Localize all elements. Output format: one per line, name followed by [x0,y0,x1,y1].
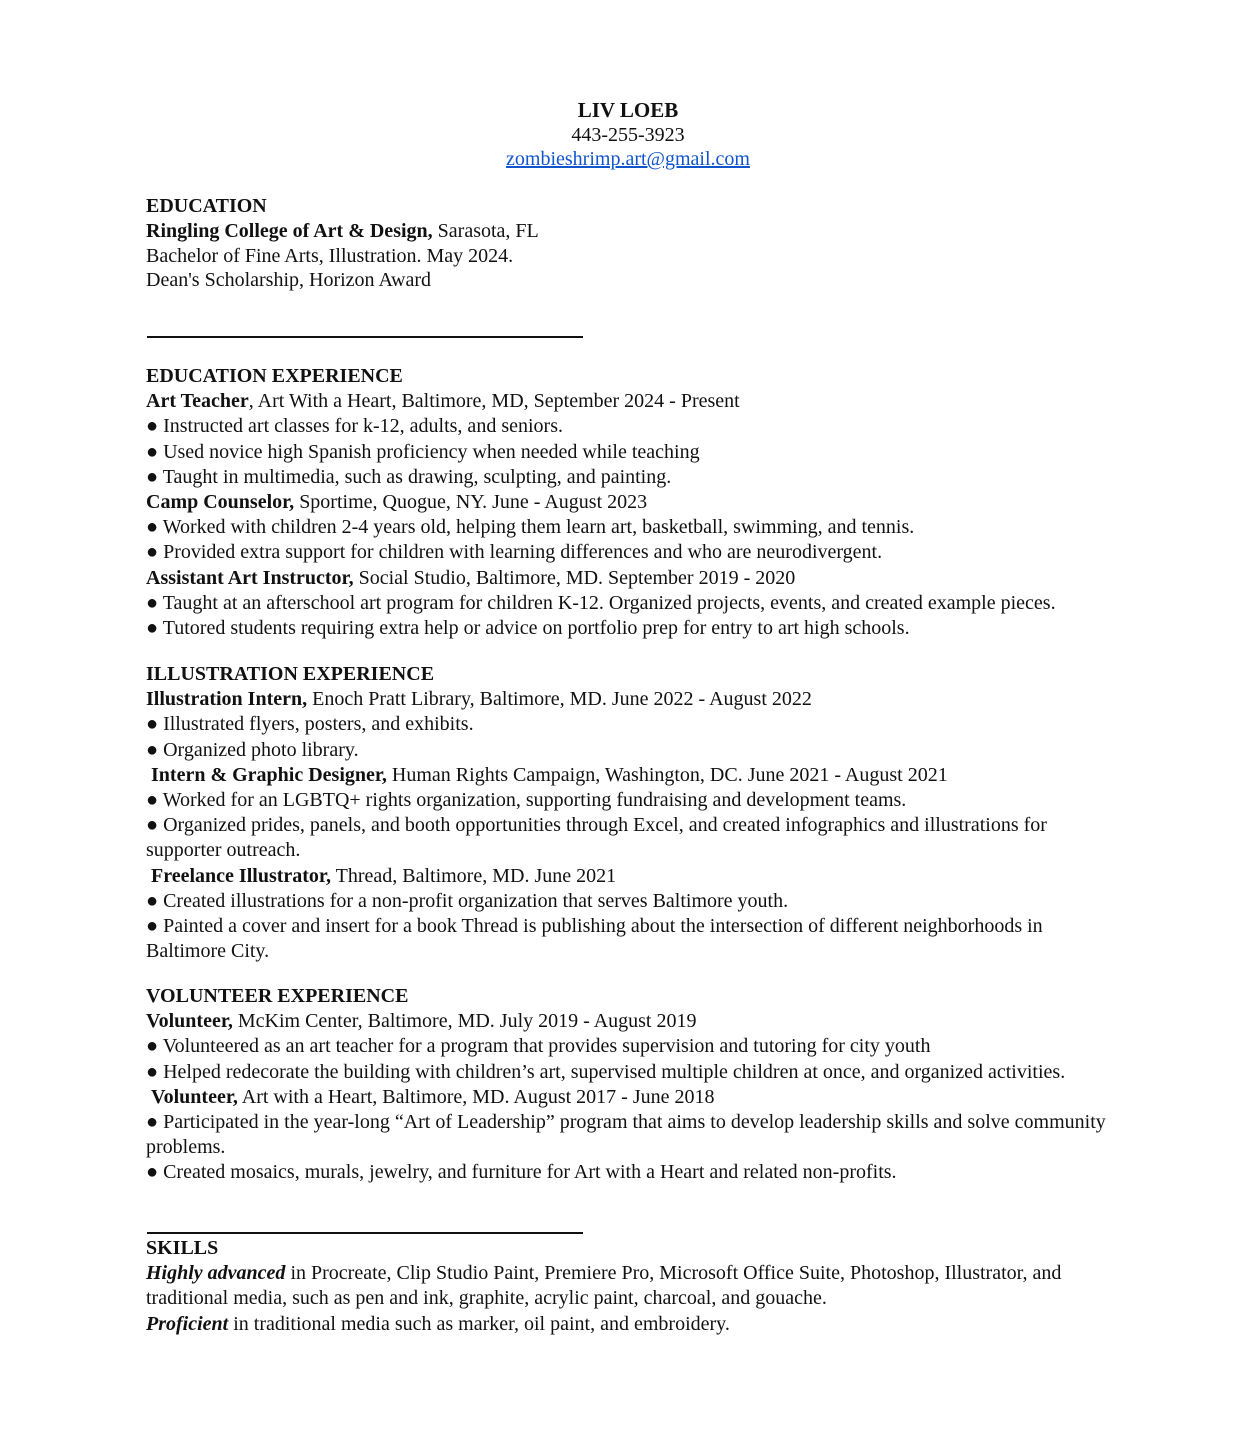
entry-title-bold: Assistant Art Instructor, [146,566,354,589]
entry-title-bold: Volunteer, [151,1085,238,1108]
entry-details: Sarasota, FL [432,220,539,243]
entry-title [146,763,1108,788]
bullet-item: ● Helped redecorate the building with children’s art, supervised multiple children at once, and organized activities. [146,1060,1066,1083]
entry-title-bold: Highly advanced [146,1262,286,1285]
phone-number: 443-255-3923 [571,123,685,146]
entry-title [146,1261,1108,1311]
entry-title [146,389,1108,414]
entry-title [146,687,1108,712]
section-volunteer-experience [146,984,1108,1186]
entry-title [146,1085,1108,1110]
entry-details: in traditional media such as marker, oil paint, and embroidery. [228,1312,730,1335]
section-heading: EDUCATION EXPERIENCE [146,365,403,387]
section-heading: SKILLS [146,1237,219,1259]
section-skills [146,1236,1108,1337]
entry-title-bold: Camp Counselor, [146,491,295,514]
divider-line [147,336,583,338]
candidate-name: LIV LOEB [577,98,679,122]
entry-title-bold: Volunteer, [146,1010,233,1033]
entry-details: Thread, Baltimore, MD. June 2021 [330,864,617,887]
entry-title-bold: Ringling College of Art & Design, [146,220,433,243]
bullet-item: ● Participated in the year-long “Art of Leadership” program that aims to develop leadership skills and solve community problems. [146,1111,1106,1159]
entry-title-bold: Freelance Illustrator, [151,864,331,887]
entry-details: Human Rights Campaign, Washington, DC. June 2021 - August 2021 [386,763,948,786]
bullet-item: ● Instructed art classes for k-12, adults, and seniors. [146,415,563,438]
resume-header [0,98,1256,172]
education-experience [146,389,1108,641]
entry-details: Art with a Heart, Baltimore, MD. August 2017 - June 2018 [237,1085,715,1108]
bullet-item: ● Organized photo library. [146,738,359,761]
entry-title [146,490,1108,515]
entry-title [146,566,1108,591]
bullet-item: ● Organized prides, panels, and booth opportunities through Excel, and created infographics and illustrations for supporter outreach. [146,814,1047,862]
bullet-item: ● Worked with children 2-4 years old, helping them learn art, basketball, swimming, and tennis. [146,516,915,539]
bullet-item: ● Worked for an LGBTQ+ rights organization, supporting fundraising and development teams. [146,789,907,812]
entry-title-bold: Proficient [146,1312,229,1335]
text-line: Bachelor of Fine Arts, Illustration. May 2024. [146,244,514,267]
entry-title-bold: Intern & Graphic Designer, [151,763,387,786]
entry-details: in Procreate, Clip Studio Paint, Premiere Pro, Microsoft Office Suite, Photoshop, Illustrator, and traditional media, such as pen and ink, graphite, acrylic paint, charcoal, and gouache. [146,1262,1062,1310]
entry-details: McKim Center, Baltimore, MD. July 2019 - August 2019 [232,1010,697,1033]
entry-details: Sportime, Quogue, NY. June - August 2023 [294,491,648,514]
entry-details: Enoch Pratt Library, Baltimore, MD. June 2022 - August 2022 [307,688,812,711]
text-line: Dean's Scholarship, Horizon Award [146,269,432,292]
entry-title [146,864,1108,889]
bullet-item: ● Taught in multimedia, such as drawing, sculpting, and painting. [146,465,672,488]
section-education [146,194,1108,293]
volunteer-experience [146,1009,1108,1185]
entry-title [146,1312,1108,1337]
entry-details: Social Studio, Baltimore, MD. September 2019 - 2020 [353,566,796,589]
section-heading: VOLUNTEER EXPERIENCE [146,985,409,1007]
section-illustration-experience [146,662,1108,964]
bullet-item: ● Tutored students requiring extra help or advice on portfolio prep for entry to art high schools. [146,617,910,640]
bullet-item: ● Created illustrations for a non-profit organization that serves Baltimore youth. [146,889,789,912]
bullet-item: ● Used novice high Spanish proficiency when needed while teaching [146,440,700,463]
section-education-experience [146,364,1108,641]
illustration-experience [146,687,1108,964]
section-heading: EDUCATION [146,195,267,217]
entry-details: , Art With a Heart, Baltimore, MD, September 2024 - Present [248,390,740,413]
bullet-item: ● Provided extra support for children with learning differences and who are neurodivergent. [146,541,883,564]
divider-line [147,1232,583,1234]
section-heading: ILLUSTRATION EXPERIENCE [146,663,435,685]
bullet-item: ● Taught at an afterschool art program for children K-12. Organized projects, events, and created example pieces. [146,591,1056,614]
entry-title-bold: Art Teacher [146,390,249,413]
bullet-item: ● Illustrated flyers, posters, and exhibits. [146,713,474,736]
bullet-item: ● Created mosaics, murals, jewelry, and furniture for Art with a Heart and related non-profits. [146,1161,897,1184]
email-link[interactable]: zombieshrimp.art@gmail.com [506,148,750,170]
entry-title [146,219,1108,244]
bullet-item: ● Volunteered as an art teacher for a program that provides supervision and tutoring for city youth [146,1035,931,1058]
education [146,219,1108,293]
entry-title [146,1009,1108,1034]
skills [146,1261,1108,1337]
bullet-item: ● Painted a cover and insert for a book Thread is publishing about the intersection of different neighborhoods in Baltimore City. [146,915,1043,963]
entry-title-bold: Illustration Intern, [146,688,308,711]
